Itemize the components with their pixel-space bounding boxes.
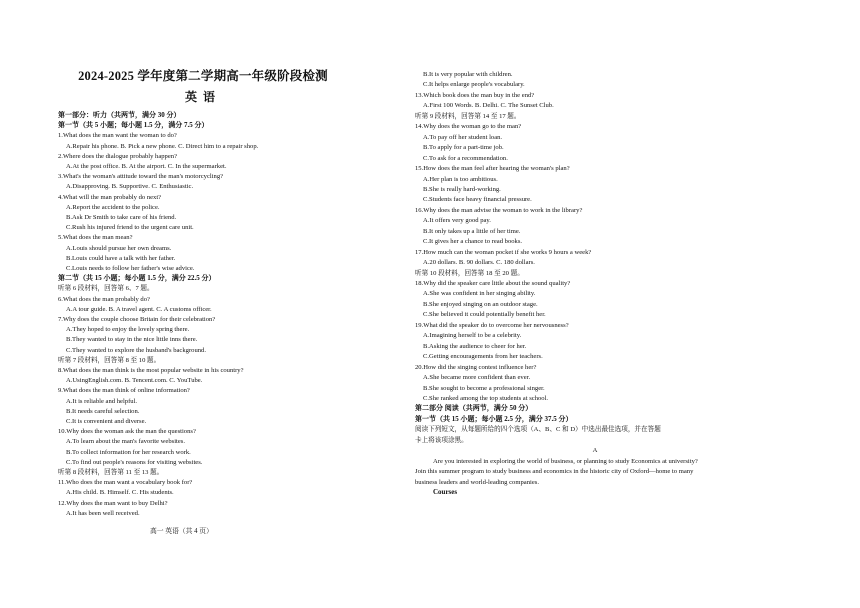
question-line: 20.How did the singing contest influence her?: [415, 363, 537, 371]
section-heading: 第一节（共 5 小题；每小题 1.5 分，满分 7.5 分）: [58, 121, 209, 130]
question-line: 听第 6 段材料，回答第 6、7 题。: [58, 285, 154, 293]
answer-option: A.To pay off her student loan.: [423, 133, 503, 141]
page-footer: 高一 英语（共 4 页）: [150, 528, 213, 535]
exam-title: 2024-2025 学年度第二学期高一年级阶段检测: [78, 69, 328, 83]
question-line: 17.How much can the woman pocket if she works 9 hours a week?: [415, 248, 592, 256]
answer-option: A.They hoped to enjoy the lovely spring there.: [66, 326, 190, 334]
answer-option: B.To collect information for her research work.: [66, 448, 191, 456]
question-line: 听第 8 段材料，回答第 11 至 13 题。: [58, 469, 164, 476]
question-line: 5.What does the man mean?: [58, 234, 133, 242]
answer-option: A.It has been well received.: [66, 509, 140, 517]
answer-option: A.At the post office. B. At the airport. C. In the supermarket.: [66, 163, 227, 170]
subject-title: 英语: [184, 90, 221, 104]
section-heading: 第一部分：听力（共两节，满分 30 分）: [58, 111, 181, 119]
section-heading: 第二节（共 15 小题；每小题 1.5 分，满分 22.5 分）: [58, 274, 216, 283]
question-line: 15.How does the man feel after hearing the woman's plan?: [415, 165, 570, 173]
question-line: 18.Why did the speaker care little about the sound quality?: [415, 280, 571, 287]
answer-option: A.Her plan is too ambitious.: [423, 175, 498, 183]
answer-option: A.His child. B. Himself. C. His students.: [66, 489, 174, 497]
answer-option: A.Repair his phone. B. Pick a new phone. C. Direct him to a repair shop.: [66, 142, 259, 150]
answer-option: A.It is reliable and helpful.: [66, 397, 138, 405]
answer-option: A.Report the accident to the police.: [66, 203, 160, 211]
section-heading: 第一节（共 15 小题；每小题 2.5 分，满分 37.5 分）: [415, 414, 573, 423]
answer-option: B.Ask Dr Smith to take care of his friend.: [66, 214, 177, 221]
question-line: 2.Where does the dialogue probably happen?: [58, 152, 178, 160]
answer-option: C.To find out people's reasons for visiting websites.: [66, 458, 203, 466]
answer-option: A.She was confident in her singing ability.: [423, 290, 536, 298]
answer-option: A.UsingEnglish.com. B. Tencent.com. C. YouTube.: [66, 377, 203, 385]
question-line: 听第 10 段材料，回答第 18 至 20 题。: [415, 269, 524, 277]
answer-option: B.She enjoyed singing on an outdoor stage.: [423, 300, 538, 308]
answer-option: A.She became more confident than ever.: [423, 374, 531, 382]
question-line: 卡上将该项涂黑。: [415, 436, 468, 444]
question-line: 13.Which book does the man buy in the end?: [415, 91, 535, 99]
question-line: 6.What does the man probably do?: [58, 295, 150, 303]
answer-option: C.They wanted to explore the husband's background.: [66, 346, 206, 354]
answer-option: B.It is very popular with children.: [423, 71, 513, 78]
answer-option: A.It offers very good pay.: [423, 217, 491, 225]
question-line: Join this summer program to study business and economics in the historic city of Oxford—home to many: [415, 468, 694, 476]
answer-option: B.Asking the audience to cheer for her.: [423, 342, 527, 350]
section-heading: 第二部分 阅读（共两节，满分 50 分）: [415, 404, 533, 413]
answer-option: A.A tour guide. B. A travel agent. C. A customs officer.: [66, 305, 212, 313]
question-line: Are you interested in exploring the world of business, or planning to study Economics at university?: [433, 457, 698, 465]
section-heading: Courses: [433, 488, 458, 496]
answer-option: A.Disapproving. B. Supportive. C. Enthusiastic.: [66, 183, 194, 191]
answer-option: C.She ranked among the top students at school.: [423, 394, 549, 402]
question-line: 8.What does the man think is the most popular website in his country?: [58, 367, 244, 374]
question-line: 3.What's the woman's attitude toward the man's motorcycling?: [58, 173, 224, 181]
question-line: 1.What does the man want the woman to do?: [58, 132, 177, 140]
question-line: 4.What will the man probably do next?: [58, 193, 162, 201]
answer-option: B.They wanted to stay in the nice little inns there.: [66, 336, 198, 344]
answer-option: C.It helps enlarge people's vocabulary.: [423, 81, 525, 89]
answer-option: B.She sought to become a professional singer.: [423, 384, 545, 392]
answer-option: C.She believed it could potentially benefit her.: [423, 311, 546, 319]
answer-option: C.It is convenient and diverse.: [66, 418, 147, 425]
answer-option: B.Louis could have a talk with her father.: [66, 254, 176, 262]
answer-option: B.It only takes up a little of her time.: [423, 227, 521, 235]
answer-option: C.To ask for a recommendation.: [423, 154, 508, 162]
answer-option: A.First 100 Words. B. Delhi. C. The Sunset Club.: [423, 102, 554, 110]
answer-option: B.To apply for a part-time job.: [423, 144, 504, 152]
question-line: 听第 9 段材料，回答第 14 至 17 题。: [415, 112, 521, 120]
answer-option: C.Students face heavy financial pressure.: [423, 196, 532, 204]
answer-option: A.Louis should pursue her own dreams.: [66, 244, 172, 252]
answer-option: B.It needs careful selection.: [66, 407, 140, 415]
question-line: A: [592, 447, 598, 455]
question-line: 19.What did the speaker do to overcome her nervousness?: [415, 321, 569, 329]
question-line: 9.What does the man think of online information?: [58, 387, 190, 395]
answer-option: A.To learn about the man's favorite websites.: [66, 438, 186, 446]
question-line: 14.Why does the woman go to the man?: [415, 123, 522, 131]
answer-option: C.Louis needs to follow her father's wise advice.: [66, 265, 195, 272]
question-line: 7.Why does the couple choose Britain for their celebration?: [58, 316, 216, 323]
answer-option: C.Getting encouragements from her teachers.: [423, 353, 543, 361]
question-line: 10.Why does the woman ask the man the questions?: [58, 428, 196, 436]
answer-option: B.She is really hard-working.: [423, 185, 501, 193]
question-line: 11.Who does the man want a vocabulary book for?: [58, 479, 193, 487]
answer-option: A.Imagining herself to be a celebrity.: [423, 332, 522, 340]
answer-option: C.It gives her a chance to read books.: [423, 238, 523, 246]
question-line: 听第 7 段材料，回答第 8 至 10 题。: [58, 356, 161, 364]
question-line: business leaders and world-leading companies.: [415, 478, 539, 486]
question-line: 16.Why does the man advise the woman to work in the library?: [415, 206, 583, 214]
answer-option: C.Rush his injured friend to the urgent care unit.: [66, 224, 194, 232]
question-line: 阅读下列短文，从每题所给的四个选项（A、B、C 和 D）中选出最佳选项，并在答题: [415, 426, 661, 434]
question-line: 12.Why does the man want to buy Delhi?: [58, 499, 168, 507]
answer-option: A.20 dollars. B. 90 dollars. C. 180 dollars.: [423, 259, 535, 267]
